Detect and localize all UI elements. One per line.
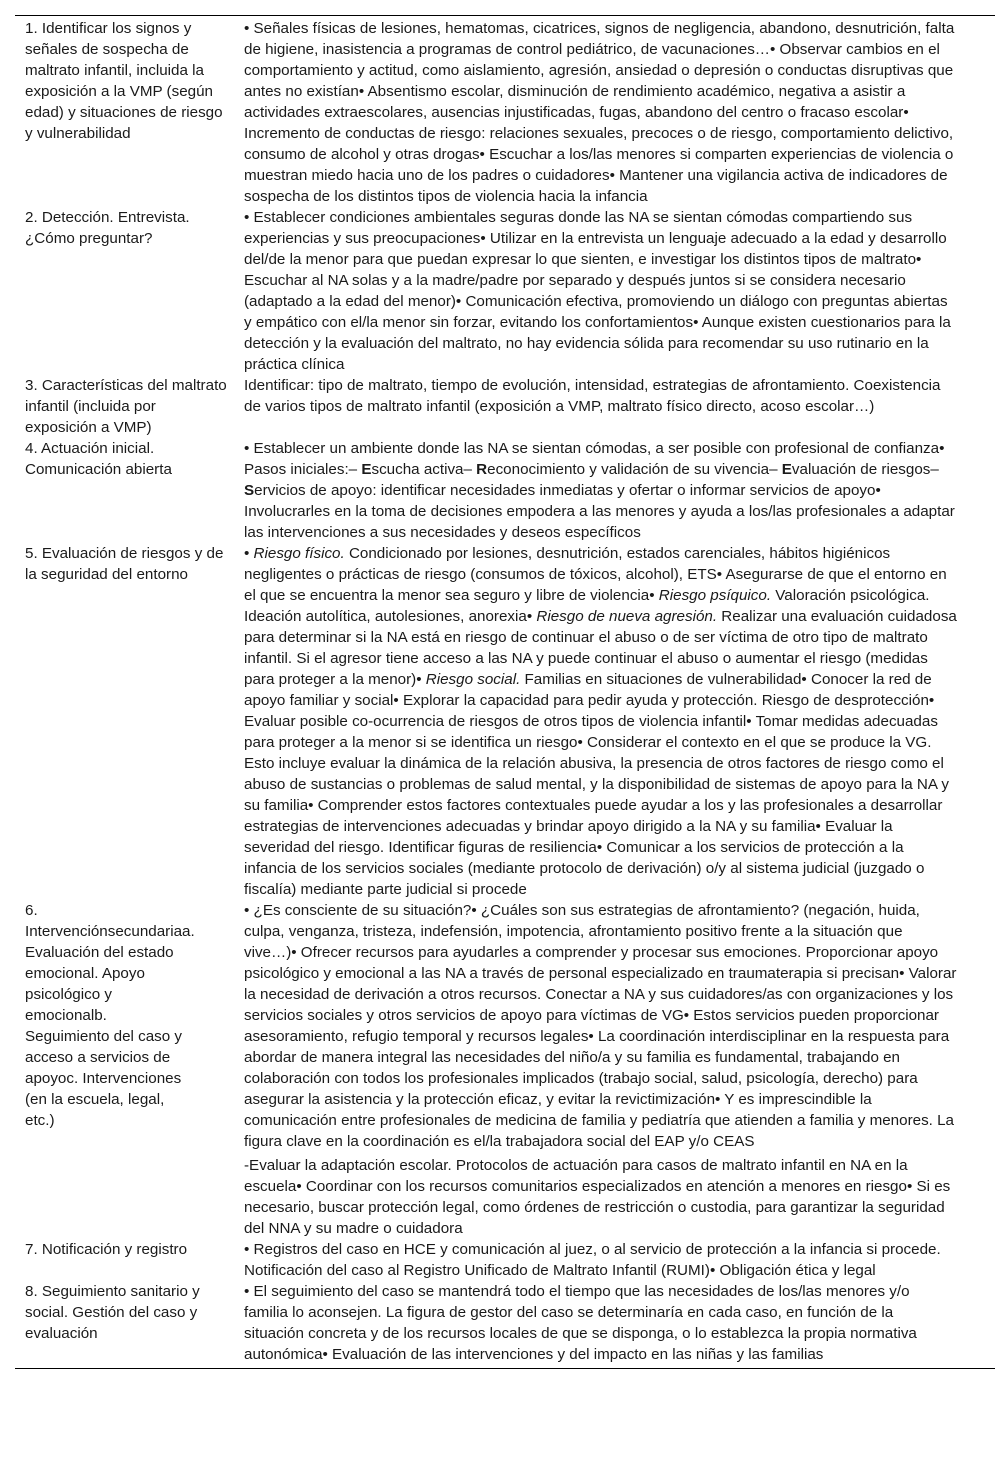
table-row xyxy=(15,1239,995,1281)
content-paragraph: -Evaluar la adaptación escolar. Protocolos de actuación para casos de maltrato infantil en NA en la escuela• Coordinar con los recursos comunitarios especializados en atención a menores en riesgo• Si es necesario, buscar protección legal, como órdenes de restricción o custodia, para garantizar la seguridad del NNA y su madre o cuidadora xyxy=(244,1157,951,1237)
step-cell: 1. Identificar los signos y señales de sospecha de maltrato infantil, incluida la exposición a la VMP (según edad) y situaciones de riesgo y vulnerabilidad xyxy=(25,20,223,142)
content-cell xyxy=(244,1281,995,1365)
table-row xyxy=(15,900,995,1239)
step-cell xyxy=(15,900,244,1239)
bold-initial: S xyxy=(244,482,255,499)
bold-initial: E xyxy=(781,461,792,478)
content-cell xyxy=(244,18,995,207)
bold-initial: R xyxy=(476,461,488,478)
step-cell: 7. Notificación y registro xyxy=(25,1241,188,1258)
step-line: (en la escuela, legal, xyxy=(25,1091,165,1108)
content-paragraph xyxy=(244,543,957,900)
step-line: emocional. Apoyo xyxy=(25,965,145,982)
content-cell xyxy=(244,543,995,900)
italic-heading: Riesgo físico. xyxy=(253,545,345,562)
text-segment: Condicionado por lesiones, desnutrición, estados carenciales, hábitos higiénicos negligentes o prácticas de riesgo (consumos de tóxicos, alcohol), ETS• Asegurarse de que el entorno en el que se encuentra la menor sea seguro y libre de violencia• xyxy=(244,545,947,604)
content-paragraph: • Señales físicas de lesiones, hematomas, cicatrices, signos de negligencia, abandono, desnutrición, falta de higiene, inasistencia a programas de control pediátrico, de vacunaciones…• Observar cambios en el comportamiento y actitud, como aislamiento, agresión, ansiedad o depresión o conductas disruptivas que antes no existían• Absentismo escolar, disminución de rendimiento académico, negativa a asistir a actividades extraescolares, ausencias injustificadas, fugas, abandono del centro o fracaso escolar• Incremento de conductas de riesgo: relaciones sexuales, precoces o de riesgo, comportamiento delictivo, consumo de alcohol y otras drogas• Escuchar a los/las menores si comparten experiencias de violencia o muestran miedo hacia uno de los padres o cuidadores• Mantener una vigilancia activa de indicadores de sospecha de los distintos tipos de violencia hacia la infancia xyxy=(244,20,955,205)
text-segment: scucha activa– xyxy=(371,461,477,478)
step-cell: 4. Actuación inicial. Comunicación abierta xyxy=(25,440,172,478)
text-segment: Realizar una evaluación cuidadosa para determinar si la NA está en riesgo de continuar el abuso o de ser víctima de otro tipo de maltrato infantil. Si el agresor tiene acceso a las NA y puede continuar el abuso o aumentar el riesgo (medidas para proteger a la menor)• xyxy=(244,608,957,688)
content-cell xyxy=(244,1239,995,1281)
step-line: psicológico y xyxy=(25,986,112,1003)
text-segment: econocimiento y validación de su vivencia– xyxy=(487,461,782,478)
italic-heading: Riesgo psíquico. xyxy=(658,587,772,604)
table-row xyxy=(15,1281,995,1365)
step-cell: 5. Evaluación de riesgos y de la seguridad del entorno xyxy=(25,545,224,583)
content-paragraph: • El seguimiento del caso se mantendrá todo el tiempo que las necesidades de los/las menores y/o familia lo aconsejen. La figura de gestor del caso se determinaría en cada caso, en función de la situación concreta y de los recursos locales de que se disponga, o lo establezca la propia normativa autonómica• Evaluación de las intervenciones y del impacto en las niñas y las familias xyxy=(244,1283,917,1363)
bold-initial: E xyxy=(361,461,372,478)
italic-heading: Riesgo social. xyxy=(425,671,521,688)
text-segment: • Establecer un ambiente donde las NA se sientan cómodas, a ser posible con profesional de confianza• Pasos iniciales:– xyxy=(244,440,945,478)
table-row xyxy=(15,207,995,375)
content-cell xyxy=(244,900,995,1239)
table-row xyxy=(15,18,995,207)
step-cell: 8. Seguimiento sanitario y social. Gestión del caso y evaluación xyxy=(25,1283,200,1342)
step-line: 6. xyxy=(25,902,38,919)
step-line: Evaluación del estado xyxy=(25,944,174,961)
text-segment: ervicios de apoyo: identificar necesidades inmediatas y ofertar o informar servicios de apoyo• Involucrarles en la toma de decisiones empodera a las menores y ayuda a los/las profesionales a adaptar las intervenciones a sus necesidades y deseos específicos xyxy=(244,482,955,541)
text-segment: valuación de riesgos– xyxy=(791,461,939,478)
step-line: etc.) xyxy=(25,1112,55,1129)
table-row xyxy=(15,543,995,900)
content-paragraph: • Registros del caso en HCE y comunicación al juez, o al servicio de protección a la infancia si procede. Notificación del caso al Registro Unificado de Maltrato Infantil (RUMI)• Obligación ética y legal xyxy=(244,1241,941,1279)
content-cell xyxy=(244,375,995,438)
step-cell: 3. Características del maltrato infantil (incluida por exposición a VMP) xyxy=(25,377,227,436)
content-cell xyxy=(244,438,995,543)
content-paragraph xyxy=(244,438,957,543)
text-segment: Valoración psicológica. Ideación autolítica, autolesiones, anorexia• xyxy=(244,587,930,625)
step-cell: 2. Detección. Entrevista. ¿Cómo preguntar? xyxy=(25,209,190,247)
step-line: emocionalb. xyxy=(25,1007,107,1024)
content-paragraph: • Establecer condiciones ambientales seguras donde las NA se sientan cómodas compartiendo sus experiencias y sus preocupaciones• Utilizar en la entrevista un lenguaje adecuado a la edad y desarrollo del/de la menor para que puedan expresar lo que sienten, e investigar los distintos tipos de maltrato• Escuchar al NA solas y a la madre/padre por separado y después juntos si se considera necesario (adaptado a la edad del menor)• Comunicación efectiva, promoviendo un diálogo con preguntas abiertas y empático con el/la menor sin forzar, evitando los confortamientos• Aunque existen cuestionarios para la detección y la evaluación del maltrato, no hay evidencia sólida para recomendar su uso rutinario en la práctica clínica xyxy=(244,209,951,373)
text-segment: Familias en situaciones de vulnerabilidad• Conocer la red de apoyo familiar y social• Explorar la capacidad para pedir ayuda y protección. Riesgo de desprotección• Evaluar posible co-ocurrencia de riesgos de otros tipos de violencia infantil• Tomar medidas adecuadas para proteger a la menor si se identifica un riesgo• Considerar el contexto en el que se produce la VG. Esto incluye evaluar la dinámica de la relación abusiva, la presencia de otros factores de riesgo como el abuso de sustancias o problemas de salud mental, y la disponibilidad de sistemas de apoyo para la NA y su familia• Comprender estos factores contextuales puede ayudar a los y las profesionales a desarrollar estrategias de intervenciones adecuadas y brindar apoyo dirigido a la NA y su familia• Evaluar la severidad del riesgo. Identificar figuras de resiliencia• Comunicar a los servicios de protección a la infancia de los servicios sociales (mediante protocolo de derivación) o/y al sistema judicial (juzgado o fiscalía) mediante parte judicial si procede xyxy=(244,671,949,898)
protocol-table-grid xyxy=(15,18,995,1365)
content-paragraph: • ¿Es consciente de su situación?• ¿Cuáles son sus estrategias de afrontamiento? (negación, huida, culpa, venganza, tristeza, indefensión, impotencia, afrontamiento positivo frente a la situación que vive…)• Ofrecer recursos para ayudarles a comprender y procesar sus emociones. Proporcionar apoyo psicológico y emocional a las NA a través de personal especializado en traumaterapia si precisan• Valorar la necesidad de derivación a otros recursos. Conectar a NA y sus cuidadores/as con organizaciones y los servicios sociales y otros servicios de apoyo para víctimas de VG• Estos servicios pueden proporcionar asesoramiento, refugio temporal y recursos legales• La coordinación interdisciplinar en la respuesta para abordar de manera integral las necesidades del niño/a y su familia es fundamental, trabajando en colaboración con todos los profesionales implicados (trabajo social, salud, psicología, derecho) para asegurar la asistencia y la protección eficaz, y evitar la revictimización• Y es imprescindible la comunicación entre profesionales de medicina de familia y pediatría que atienden a familia y menores. La figura clave en la coordinación es el/la trabajadora social del EAP y/o CEAS xyxy=(244,902,957,1150)
text-segment: • xyxy=(244,545,254,562)
protocol-table xyxy=(15,15,995,1369)
italic-heading: Riesgo de nueva agresión. xyxy=(536,608,718,625)
step-line: apoyoc. Intervenciones xyxy=(25,1070,182,1087)
step-line: acceso a servicios de xyxy=(25,1049,171,1066)
step-line: Intervenciónsecundariaa. xyxy=(25,923,195,940)
table-row xyxy=(15,438,995,543)
table-row xyxy=(15,375,995,438)
content-cell xyxy=(244,207,995,375)
content-paragraph: Identificar: tipo de maltrato, tiempo de evolución, intensidad, estrategias de afrontamiento. Coexistencia de varios tipos de maltrato infantil (exposición a VMP, maltrato físico directo, acoso escolar…) xyxy=(244,377,941,415)
step-line: Seguimiento del caso y xyxy=(25,1028,183,1045)
